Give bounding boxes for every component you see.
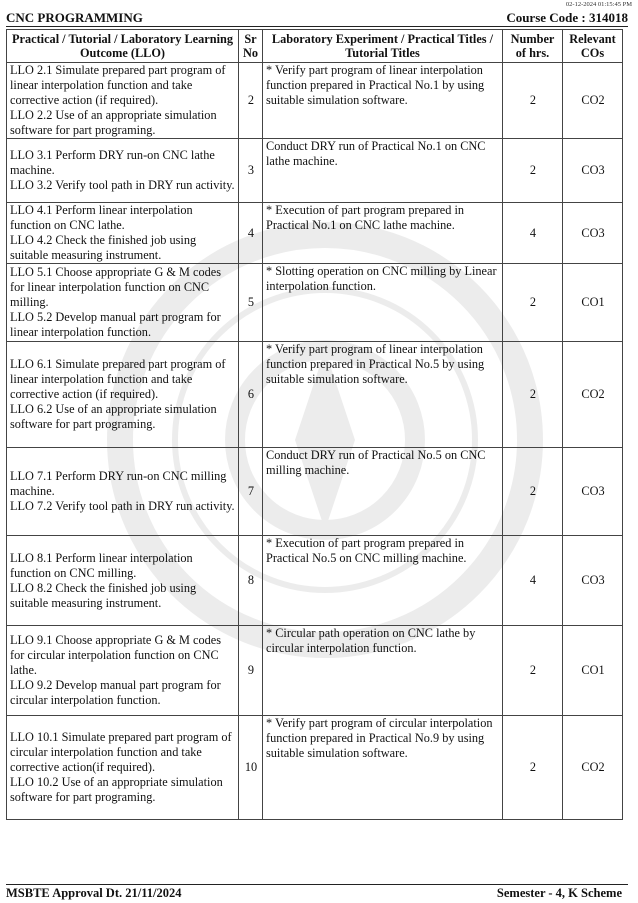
sr-no-cell: 2 xyxy=(239,63,263,139)
sr-no-cell: 5 xyxy=(239,264,263,342)
cos-cell: CO1 xyxy=(563,626,623,716)
llo-table xyxy=(6,29,623,820)
approval-date: MSBTE Approval Dt. 21/11/2024 xyxy=(6,886,182,900)
practical-title-cell: * Slotting operation on CNC milling by Linear interpolation function. xyxy=(263,264,503,342)
sr-no-cell: 3 xyxy=(239,139,263,203)
sr-no-cell: 8 xyxy=(239,536,263,626)
cos-cell: CO3 xyxy=(563,536,623,626)
sr-no-cell: 9 xyxy=(239,626,263,716)
hours-cell: 2 xyxy=(503,716,563,820)
llo-cell: LLO 8.1 Perform linear interpolation function on CNC milling. LLO 8.2 Check the finished job using suitable measuring instrument. xyxy=(7,536,239,626)
sr-no-cell: 7 xyxy=(239,448,263,536)
hours-cell: 2 xyxy=(503,63,563,139)
llo-cell: LLO 5.1 Choose appropriate G & M codes for linear interpolation function on CNC milling. LLO 5.2 Develop manual part program for linear interpolation function. xyxy=(7,264,239,342)
sr-no-cell: 4 xyxy=(239,203,263,264)
table-row xyxy=(7,448,623,536)
column-header-llo: Practical / Tutorial / Laboratory Learning Outcome (LLO) xyxy=(7,30,239,63)
cos-cell: CO3 xyxy=(563,203,623,264)
hours-cell: 4 xyxy=(503,203,563,264)
hours-cell: 2 xyxy=(503,342,563,448)
hours-cell: 4 xyxy=(503,536,563,626)
cos-cell: CO2 xyxy=(563,63,623,139)
practical-title-cell: * Verify part program of linear interpolation function prepared in Practical No.1 by using suitable simulation software. xyxy=(263,63,503,139)
cos-cell: CO2 xyxy=(563,342,623,448)
page-header xyxy=(6,10,628,25)
cos-cell: CO2 xyxy=(563,716,623,820)
hours-cell: 2 xyxy=(503,626,563,716)
footer-divider xyxy=(6,884,628,885)
table-header-row xyxy=(7,30,623,63)
table-row xyxy=(7,264,623,342)
column-header-titles: Laboratory Experiment / Practical Titles / Tutorial Titles xyxy=(263,30,503,63)
practical-title-cell: * Circular path operation on CNC lathe by circular interpolation function. xyxy=(263,626,503,716)
table-row xyxy=(7,342,623,448)
table-row xyxy=(7,626,623,716)
hours-cell: 2 xyxy=(503,264,563,342)
sr-no-cell: 10 xyxy=(239,716,263,820)
column-header-cos: Relevant COs xyxy=(563,30,623,63)
print-timestamp: 02-12-2024 01:15:45 PM xyxy=(565,1,632,8)
practical-title-cell: * Execution of part program prepared in Practical No.5 on CNC milling machine. xyxy=(263,536,503,626)
practical-title-cell: * Verify part program of circular interpolation function prepared in Practical No.9 by using suitable simulation software. xyxy=(263,716,503,820)
column-header-hours: Number of hrs. xyxy=(503,30,563,63)
llo-cell: LLO 6.1 Simulate prepared part program of linear interpolation function and take corrective action (if required). LLO 6.2 Use of an appropriate simulation software for part programing. xyxy=(7,342,239,448)
hours-cell: 2 xyxy=(503,448,563,536)
practical-title-cell: Conduct DRY run of Practical No.5 on CNC milling machine. xyxy=(263,448,503,536)
practical-title-cell: * Verify part program of linear interpolation function prepared in Practical No.5 by using suitable simulation software. xyxy=(263,342,503,448)
llo-cell: LLO 9.1 Choose appropriate G & M codes for circular interpolation function on CNC lathe. LLO 9.2 Develop manual part program for circular interpolation function. xyxy=(7,626,239,716)
table-row xyxy=(7,203,623,264)
header-divider xyxy=(6,26,628,27)
semester-scheme: Semester - 4, K Scheme xyxy=(496,886,622,900)
llo-cell: LLO 10.1 Simulate prepared part program of circular interpolation function and take corrective action(if required). LLO 10.2 Use of an appropriate simulation software for part programing. xyxy=(7,716,239,820)
course-title: CNC PROGRAMMING xyxy=(6,10,143,25)
llo-cell: LLO 7.1 Perform DRY run-on CNC milling machine. LLO 7.2 Verify tool path in DRY run activity. xyxy=(7,448,239,536)
llo-cell: LLO 2.1 Simulate prepared part program of linear interpolation function and take corrective action (if required). LLO 2.2 Use of an appropriate simulation software for part programing. xyxy=(7,63,239,139)
cos-cell: CO3 xyxy=(563,139,623,203)
practical-title-cell: * Execution of part program prepared in Practical No.1 on CNC lathe machine. xyxy=(263,203,503,264)
sr-no-cell: 6 xyxy=(239,342,263,448)
cos-cell: CO3 xyxy=(563,448,623,536)
llo-cell: LLO 3.1 Perform DRY run-on CNC lathe machine. LLO 3.2 Verify tool path in DRY run activity. xyxy=(7,139,239,203)
practical-title-cell: Conduct DRY run of Practical No.1 on CNC lathe machine. xyxy=(263,139,503,203)
course-code: Course Code : 314018 xyxy=(506,10,628,25)
table-row xyxy=(7,716,623,820)
llo-cell: LLO 4.1 Perform linear interpolation function on CNC lathe. LLO 4.2 Check the finished job using suitable measuring instrument. xyxy=(7,203,239,264)
table-row xyxy=(7,139,623,203)
hours-cell: 2 xyxy=(503,139,563,203)
table-row xyxy=(7,536,623,626)
cos-cell: CO1 xyxy=(563,264,623,342)
table-row xyxy=(7,63,623,139)
column-header-sr-no: Sr No xyxy=(239,30,263,63)
page-footer xyxy=(6,886,622,901)
